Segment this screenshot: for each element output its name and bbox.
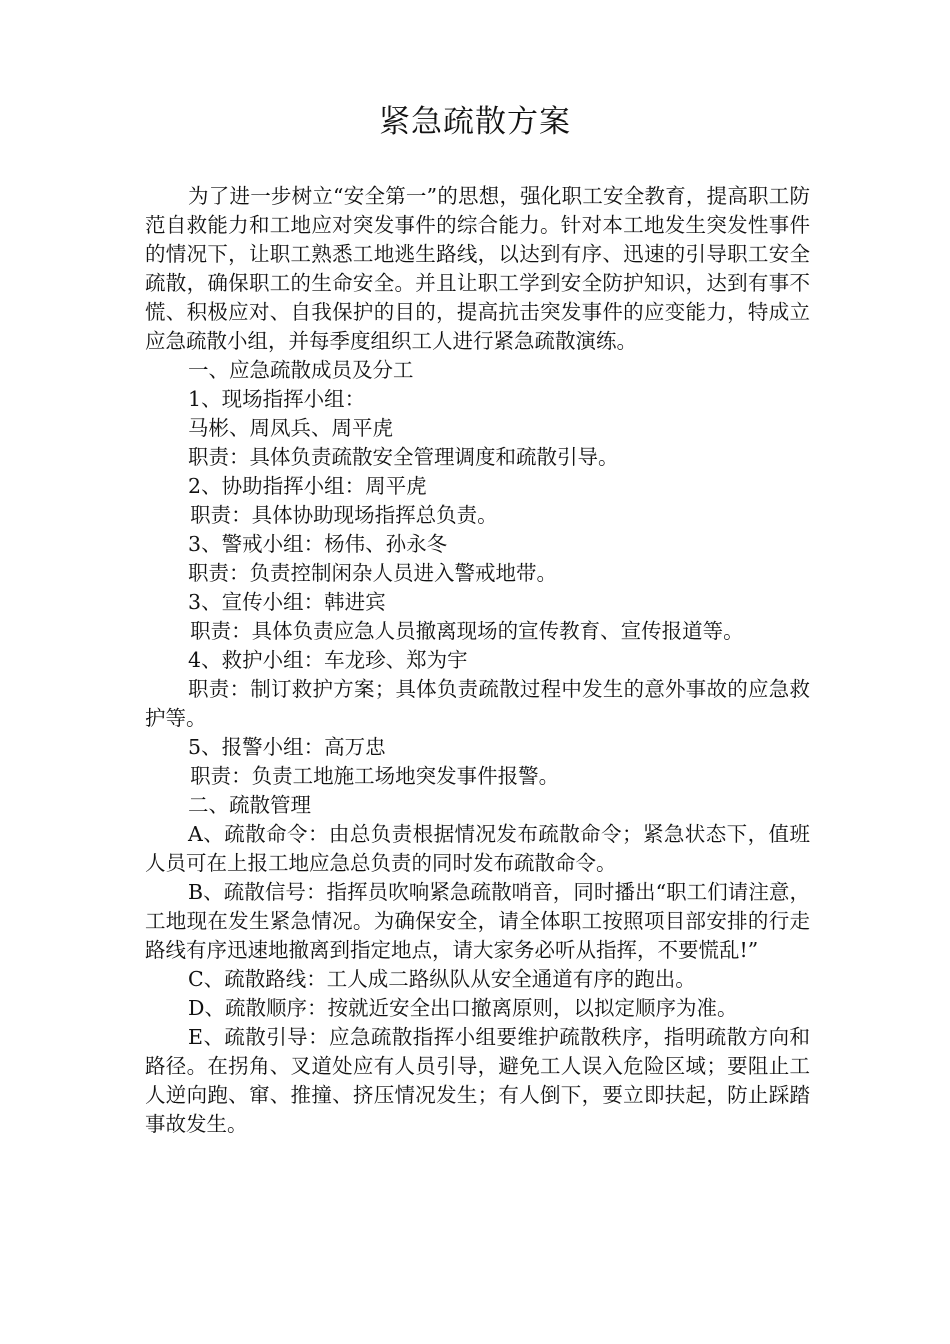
intro-paragraph: 为了进一步树立“安全第一”的思想，强化职工安全教育，提高职工防范自救能力和工地应对突发事件的综合能力。针对本工地发生突发性事件的情况下，让职工熟悉工地逃生路线，以达到有序、迅速的引导职工安全疏散，确保职工的生命安全。并且让职工学到安全防护知识，达到有事不慌、积极应对、自我保护的目的，提高抗击突发事件的应变能力，特成立应急疏散小组，并每季度组织工人进行紧急疏散演练。 [145, 184, 810, 353]
duty-site-command: 职责：具体负责疏散安全管理调度和疏散引导。 [188, 445, 619, 469]
duty-publicity: 职责：具体负责应急人员撤离现场的宣传教育、宣传报道等。 [190, 619, 744, 643]
item-evacuation-order: A、疏散命令：由总负责根据情况发布疏散命令；紧急状态下，值班人员可在上报工地应急总负责的同时发布疏散命令。 [145, 822, 810, 875]
group-heading-publicity: 3、宣传小组：韩进宾 [188, 590, 386, 614]
group-heading-site-command: 1、现场指挥小组： [188, 387, 366, 411]
item-evacuation-signal: B、疏散信号：指挥员吹响紧急疏散哨音，同时播出“职工们请注意，工地现在发生紧急情况。为确保安全，请全体职工按照项目部安排的行走路线有序迅速地撤离到指定地点，请大家务必听从指挥，不要慌乱!” [145, 880, 810, 962]
group-heading-assist-command: 2、协助指挥小组：周平虎 [188, 474, 427, 498]
group-members-site-command: 马彬、周凤兵、周平虎 [188, 416, 394, 440]
section-heading-evacuation: 二、疏散管理 [188, 793, 312, 817]
group-heading-alarm: 5、报警小组：高万忠 [188, 735, 386, 759]
document-body [145, 182, 810, 1139]
item-evacuation-sequence: D、疏散顺序：按就近安全出口撤离原则，以拟定顺序为准。 [188, 996, 738, 1020]
group-heading-guard: 3、警戒小组：杨伟、孙永冬 [188, 532, 448, 556]
section-heading-members: 一、应急疏散成员及分工 [188, 358, 414, 382]
group-heading-rescue: 4、救护小组：车龙珍、郑为宇 [188, 648, 468, 672]
duty-alarm: 职责：负责工地施工场地突发事件报警。 [190, 764, 560, 788]
item-evacuation-route: C、疏散路线：工人成二路纵队从安全通道有序的跑出。 [188, 967, 696, 991]
document-title: 紧急疏散方案 [379, 104, 571, 140]
duty-guard: 职责：负责控制闲杂人员进入警戒地带。 [188, 561, 558, 585]
duty-rescue: 职责：制订救护方案；具体负责疏散过程中发生的意外事故的应急救护等。 [145, 677, 810, 730]
duty-assist-command: 职责：具体协助现场指挥总负责。 [190, 503, 498, 527]
item-evacuation-guidance: E、疏散引导：应急疏散指挥小组要维护疏散秩序，指明疏散方向和路径。在拐角、叉道处应有人员引导，避免工人误入危险区域；要阻止工人逆向跑、窜、推撞、挤压情况发生；有人倒下，要立即扶起，防止踩踏事故发生。 [145, 1025, 810, 1136]
